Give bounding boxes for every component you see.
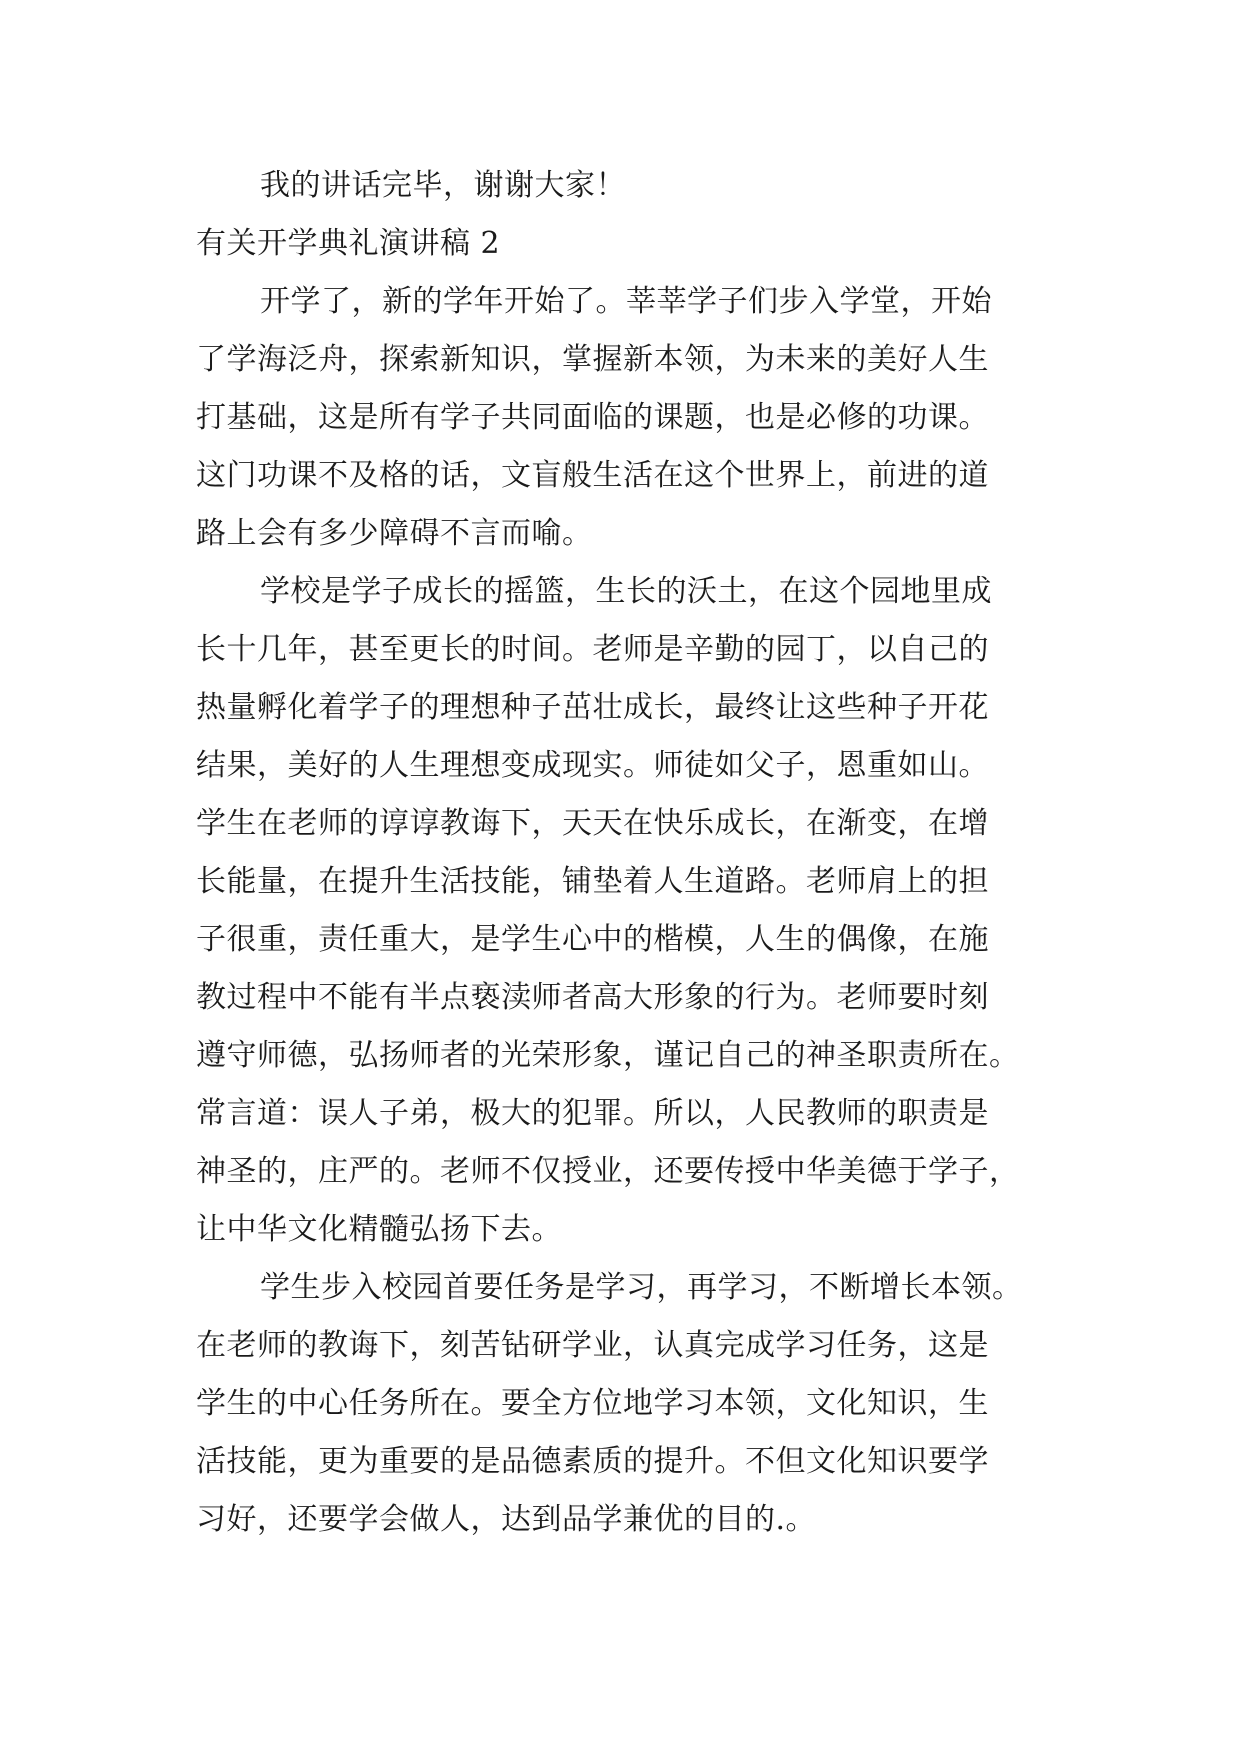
paragraph-2-line-9: 遵守师德，弘扬师者的光荣形象，谨记自己的神圣职责所在。 — [196, 1038, 1020, 1073]
closing-line: 我的讲话完毕，谢谢大家！ — [260, 168, 626, 203]
paragraph-2-line-12: 让中华文化精髓弘扬下去。 — [196, 1212, 562, 1247]
paragraph-3-line-2: 在老师的教诲下，刻苦钻研学业，认真完成学习任务，这是 — [196, 1328, 989, 1363]
paragraph-3-line-4: 活技能，更为重要的是品德素质的提升。不但文化知识要学 — [196, 1444, 989, 1479]
paragraph-3-line-1: 学生步入校园首要任务是学习，再学习，不断增长本领。 — [260, 1270, 1023, 1305]
paragraph-1-line-4: 这门功课不及格的话，文盲般生活在这个世界上，前进的道 — [196, 458, 989, 493]
paragraph-2-line-11: 神圣的，庄严的。老师不仅授业，还要传授中华美德于学子， — [196, 1154, 1020, 1189]
paragraph-2-line-7: 子很重，责任重大，是学生心中的楷模，人生的偶像，在施 — [196, 922, 989, 957]
paragraph-3-line-5: 习好，还要学会做人，达到品学兼优的目的.。 — [196, 1502, 817, 1537]
paragraph-2-line-8: 教过程中不能有半点亵渎师者高大形象的行为。老师要时刻 — [196, 980, 989, 1015]
paragraph-2-line-10: 常言道：误人子弟，极大的犯罪。所以，人民教师的职责是 — [196, 1096, 989, 1131]
paragraph-3-line-3: 学生的中心任务所在。要全方位地学习本领，文化知识，生 — [196, 1386, 989, 1421]
paragraph-2-line-4: 结果，美好的人生理想变成现实。师徒如父子，恩重如山。 — [196, 748, 989, 783]
paragraph-1-line-3: 打基础，这是所有学子共同面临的课题，也是必修的功课。 — [196, 400, 989, 435]
paragraph-2-line-5: 学生在老师的谆谆教诲下，天天在快乐成长，在渐变，在增 — [196, 806, 989, 841]
paragraph-2-line-1: 学校是学子成长的摇篮，生长的沃土，在这个园地里成 — [260, 574, 992, 609]
paragraph-2-line-3: 热量孵化着学子的理想种子茁壮成长，最终让这些种子开花 — [196, 690, 989, 725]
paragraph-1-line-1: 开学了，新的学年开始了。莘莘学子们步入学堂，开始 — [260, 284, 992, 319]
paragraph-2-line-6: 长能量，在提升生活技能，铺垫着人生道路。老师肩上的担 — [196, 864, 989, 899]
paragraph-2-line-2: 长十几年，甚至更长的时间。老师是辛勤的园丁，以自己的 — [196, 632, 989, 667]
paragraph-1-line-5: 路上会有多少障碍不言而喻。 — [196, 516, 593, 551]
section-title: 有关开学典礼演讲稿 2 — [196, 226, 501, 261]
paragraph-1-line-2: 了学海泛舟，探索新知识，掌握新本领，为未来的美好人生 — [196, 342, 989, 377]
